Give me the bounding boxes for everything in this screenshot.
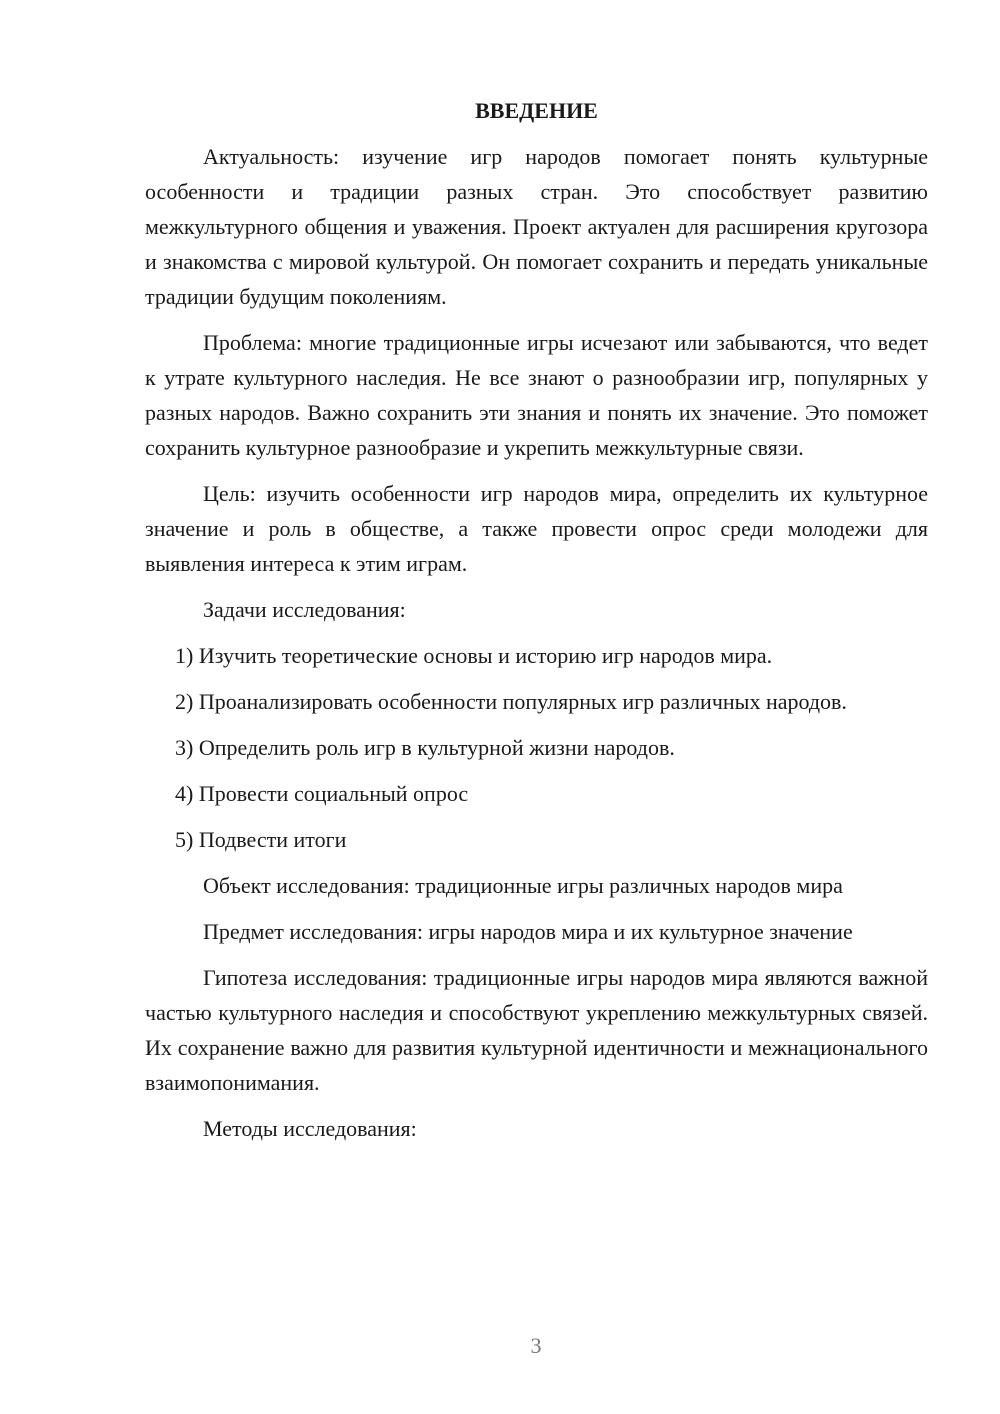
task-item-4: 4) Провести социальный опрос [175, 781, 469, 806]
relevance-paragraph: Актуальность: изучение игр народов помогает понять культурные особенности и традиции разных стран. Это способствует развитию межкультурного общения и уважения. Проект актуален для расширения кругозора и знакомства с мировой культурой. Он помогает сохранить и передать уникальные традиции будущим поколениям. [145, 144, 928, 309]
task-item-3: 3) Определить роль игр в культурной жизни народов. [175, 735, 675, 760]
task-item-2: 2) Проанализировать особенности популярных игр различных народов. [175, 689, 847, 714]
task-item-5: 5) Подвести итоги [175, 827, 347, 852]
goal-paragraph: Цель: изучить особенности игр народов мира, определить их культурное значение и роль в обществе, а также провести опрос среди молодежи для выявления интереса к этим играм. [145, 481, 928, 576]
page-number: 3 [530, 1333, 542, 1358]
tasks-heading: Задачи исследования: [203, 597, 406, 622]
subject-paragraph: Предмет исследования: игры народов мира и их культурное значение [203, 919, 853, 944]
page-heading: ВВЕДЕНИЕ [475, 98, 598, 123]
object-paragraph: Объект исследования: традиционные игры различных народов мира [203, 873, 843, 898]
problem-paragraph: Проблема: многие традиционные игры исчезают или забываются, что ведет к утрате культурного наследия. Не все знают о разнообразии игр, популярных у разных народов. Важно сохранить эти знания и понять их значение. Это поможет сохранить культурное разнообразие и укрепить межкультурные связи. [145, 330, 928, 460]
hypothesis-paragraph: Гипотеза исследования: традиционные игры народов мира являются важной частью культурного наследия и способствуют укреплению межкультурных связей. Их сохранение важно для развития культурной идентичности и межнационального взаимопонимания. [145, 965, 928, 1095]
task-item-1: 1) Изучить теоретические основы и историю игр народов мира. [175, 643, 773, 668]
methods-heading: Методы исследования: [203, 1116, 417, 1141]
document-page [145, 96, 928, 1157]
